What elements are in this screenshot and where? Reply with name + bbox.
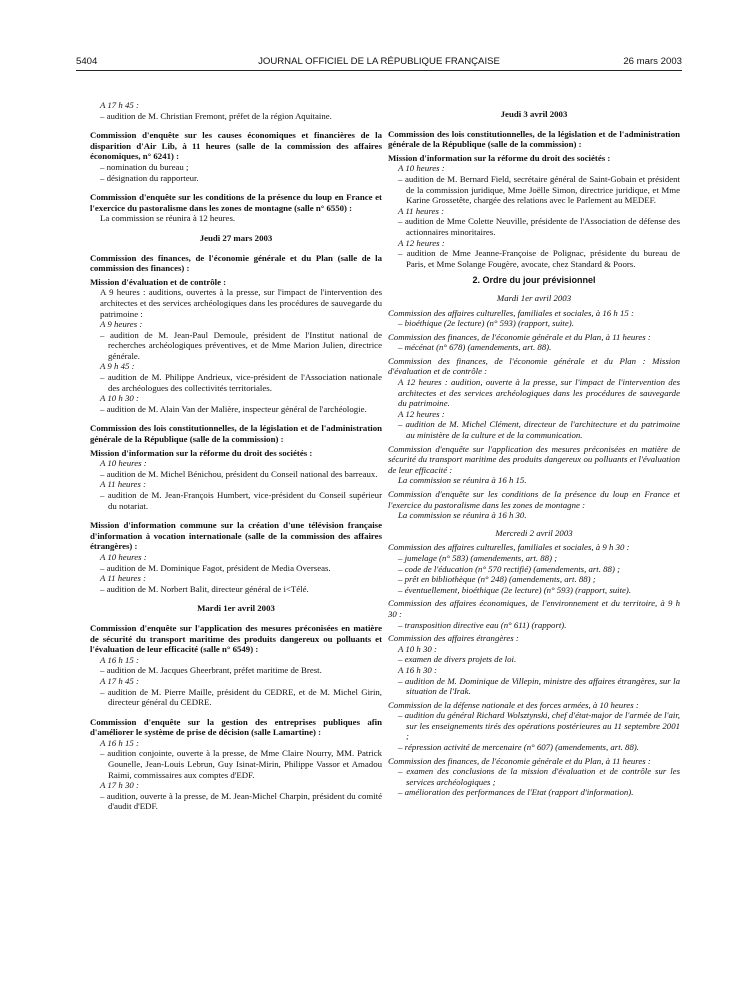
agenda-item: – examen de divers projets de loi.: [398, 654, 517, 665]
commission-heading: Commission d'enquête sur la gestion des entreprises publiques afin d'améliorer le système de prise de décision (salle Lamartine) :: [90, 716, 382, 738]
commission-heading: Commission d'enquête sur l'application des mesures préconisées en matière de sécurité du transport maritime des produits dangereux ou polluants et l'évaluation de leur efficacité (salle n° 6549) :: [90, 622, 382, 655]
journal-title: JOURNAL OFFICIEL DE LA RÉPUBLIQUE FRANÇAISE: [258, 56, 500, 67]
paragraph: A 9 heures : auditions, ouvertes à la presse, sur l'impact de l'intervention des architectes et des services archéologiques dans les procédures de sauvegarde du patrimoine :: [100, 287, 382, 319]
right-column: [388, 100, 680, 798]
agenda-item: – prêt en bibliothèque (n° 248) (amendements, art. 88) ;: [398, 574, 596, 585]
agenda-item: – examen des conclusions de la mission d'évaluation et de contrôle sur les services archéologiques ;: [398, 766, 680, 787]
commission-heading: Commission des lois constitutionnelles, de la législation et de l'administration générale de la République (salle de la commission) :: [388, 128, 680, 150]
agenda-item: – audition de M. Michel Clément, directeur de l'architecture et du patrimoine au ministère de la culture et de la communication.: [398, 419, 680, 441]
time-label: A 12 heures :: [398, 408, 445, 419]
time-label: A 16 h 15 :: [100, 737, 139, 748]
time-label: A 17 h 45 :: [100, 675, 139, 686]
commission-entry: Commission des affaires culturelles, familiales et sociales, à 16 h 15 :: [388, 307, 634, 318]
time-label: A 10 heures :: [100, 458, 147, 469]
commission-entry: Commission des affaires économiques, de l'environnement et du territoire, à 9 h 30 :: [388, 598, 680, 619]
time-label: A 10 heures :: [100, 551, 147, 562]
agenda-item: – audition, ouverte à la presse, de M. Jean-Michel Charpin, président du comité d'audit d'EDF.: [100, 790, 382, 812]
agenda-item: – audition de M. Dominique Fagot, président de Media Overseas.: [100, 562, 331, 573]
commission-entry: Commission des finances, de l'économie générale et du Plan, à 11 heures :: [388, 331, 651, 342]
time-label: A 11 heures :: [100, 479, 147, 490]
time-label: A 11 heures :: [100, 573, 147, 584]
commission-heading: Commission d'enquête sur les conditions de la présence du loup en France et l'exercice du pastoralisme dans les zones de montagne (salle n° 6550) :: [90, 192, 382, 213]
paragraph: A 12 heures : audition, ouverte à la presse, sur l'impact de l'intervention des architectes et des services archéologiques dans les procédures de sauvegarde du patrimoine.: [398, 377, 680, 409]
time-label: A 17 h 45 :: [100, 100, 139, 110]
day-heading: Mardi 1er avril 2003: [496, 292, 572, 303]
mission-heading: Mission d'information sur la réforme du droit des sociétés :: [388, 152, 611, 163]
agenda-item: – amélioration des performances de l'Etat (rapport d'information).: [398, 787, 634, 798]
header-rule: [76, 70, 682, 71]
agenda-item: – audition de Mme Colette Neuville, présidente de l'Association de défense des actionnaires minoritaires.: [398, 216, 680, 237]
agenda-item: – audition de M. Christian Fremont, préfet de la région Aquitaine.: [100, 110, 332, 121]
time-label: A 10 h 30 :: [398, 643, 437, 654]
commission-entry: Commission des finances, de l'économie générale et du Plan : Mission d'évaluation et de contrôle :: [388, 355, 680, 377]
agenda-item: – audition de M. Jacques Gheerbrant, préfet maritime de Brest.: [100, 665, 322, 676]
day-heading: Mardi 1er avril 2003: [197, 603, 275, 614]
agenda-item: – audition de M. Pierre Maille, président du CEDRE, et de M. Michel Girin, directeur général du CEDRE.: [100, 686, 382, 708]
agenda-item: – éventuellement, bioéthique (2e lecture) (n° 593) (rapport, suite).: [398, 584, 632, 595]
time-label: A 9 heures :: [100, 319, 143, 330]
agenda-item: – audition du général Richard Wolsztynski, chef d'état-major de l'armée de l'air, sur les enseignements tirés des opérations postérieures au 11 septembre 2001 ;: [398, 710, 680, 742]
agenda-item: – nomination du bureau ;: [100, 161, 189, 172]
agenda-item: – audition de M. Jean-François Humbert, vice-président du Conseil supérieur du notariat.: [100, 490, 382, 511]
page-number: 5404: [76, 56, 98, 67]
agenda-item: – jumelage (n° 583) (amendements, art. 88) ;: [398, 552, 558, 563]
agenda-item: – mécénat (n° 678) (amendements, art. 88).: [398, 342, 552, 353]
section-heading: 2. Ordre du jour prévisionnel: [472, 275, 596, 286]
commission-entry: Commission des finances, de l'économie générale et du Plan, à 11 heures :: [388, 755, 651, 766]
commission-entry: Commission des affaires culturelles, familiales et sociales, à 9 h 30 :: [388, 542, 630, 553]
mission-heading: Mission d'information sur la réforme du droit des sociétés :: [90, 447, 313, 458]
agenda-item: – audition de M. Bernard Field, secrétaire général de Saint-Gobain et président de la commission juridique, Mme Joëlle Simon, directrice juridique, et Mme Karine Grossetête, chargée des relations avec le Parlement au MEDEF.: [398, 173, 680, 206]
commission-entry: Commission d'enquête sur les conditions de la présence du loup en France et l'exercice du pastoralisme dans les zones de montagne :: [388, 489, 680, 510]
page-header: [76, 56, 682, 70]
paragraph: La commission se réunira à 12 heures.: [100, 213, 236, 224]
agenda-item: – audition de M. Norbert Balit, directeur général de i<Télé.: [100, 583, 309, 594]
agenda-item: – audition conjointe, ouverte à la presse, de Mme Claire Nourry, MM. Patrick Gounelle, Jean-Louis Lebrun, Guy Isinat-Mirin, Philippe Vassor et Amadou Raimi, commissaires aux comptes d'EDF.: [100, 748, 382, 780]
time-label: La commission se réunira à 16 h 15.: [398, 475, 527, 486]
time-label: A 17 h 30 :: [100, 780, 139, 791]
day-heading: Jeudi 3 avril 2003: [500, 109, 568, 119]
time-label: A 11 heures :: [398, 205, 445, 216]
time-label: A 9 h 45 :: [100, 361, 135, 372]
agenda-item: – audition de Mme Jeanne-Françoise de Polignac, présidente du bureau de Paris, et Mme Solange Fougère, avocate, chez Standard & Poors.: [398, 248, 680, 269]
commission-entry: Commission d'enquête sur l'application des mesures préconisées en matière de sécurité du transport maritime des produits dangereux ou polluants et l'évaluation de leur efficacité :: [388, 443, 680, 475]
agenda-item: – audition de M. Philippe Andrieux, vice-président de l'Association nationale des archéologues des collectivités territoriales.: [100, 372, 382, 393]
commission-heading: Mission d'information commune sur la création d'une télévision française d'information à vocation internationale (salle de la commission des affaires étrangères) :: [90, 520, 382, 552]
time-label: A 16 h 15 :: [100, 654, 139, 665]
agenda-item: – répression activité de mercenaire (n° 607) (amendements, art. 88).: [398, 742, 639, 753]
agenda-item: – transposition directive eau (n° 611) (rapport).: [398, 619, 567, 630]
agenda-item: – audition de M. Michel Bénichou, président du Conseil national des barreaux.: [100, 468, 378, 479]
time-label: A 10 h 30 :: [100, 393, 139, 404]
commission-entry: Commission des affaires étrangères :: [388, 633, 519, 644]
agenda-item: – audition de M. Alain Van der Malière, inspecteur général de l'archéologie.: [100, 403, 367, 414]
time-label: A 16 h 30 :: [398, 664, 437, 675]
commission-heading: Commission des finances, de l'économie générale et du Plan (salle de la commission des finances) :: [90, 252, 382, 274]
left-column: [90, 100, 382, 812]
time-label: A 10 heures :: [398, 163, 445, 174]
commission-entry: Commission de la défense nationale et des forces armées, à 10 heures :: [388, 699, 639, 710]
commission-heading: Commission des lois constitutionnelles, de la législation et de l'administration générale de la République (salle de la commission) :: [90, 423, 382, 445]
agenda-item: – désignation du rapporteur.: [100, 172, 199, 183]
issue-date: 26 mars 2003: [623, 56, 682, 67]
commission-heading: Commission d'enquête sur les causes économiques et financières de la disparition d'Air Lib, à 11 heures (salle de la commission des affaires économiques, n° 6241) :: [90, 130, 382, 162]
agenda-item: – audition de M. Jean-Paul Demoule, président de l'Institut national de recherches archéologiques préventives, et de Mme Marion Julien, directrice générale.: [100, 329, 382, 361]
time-label: A 12 heures :: [398, 237, 445, 248]
agenda-item: – bioéthique (2e lecture) (n° 593) (rapport, suite).: [398, 318, 574, 329]
day-heading: Jeudi 27 mars 2003: [199, 232, 273, 243]
mission-heading: Mission d'évaluation et de contrôle :: [90, 276, 227, 287]
day-heading: Mercredi 2 avril 2003: [495, 527, 573, 538]
agenda-item: – audition de M. Dominique de Villepin, ministre des affaires étrangères, sur la situation de l'Irak.: [398, 675, 680, 697]
agenda-item: – code de l'éducation (n° 570 rectifié) (amendements, art. 88) ;: [398, 563, 621, 574]
time-label: La commission se réunira à 16 h 30.: [398, 510, 527, 521]
